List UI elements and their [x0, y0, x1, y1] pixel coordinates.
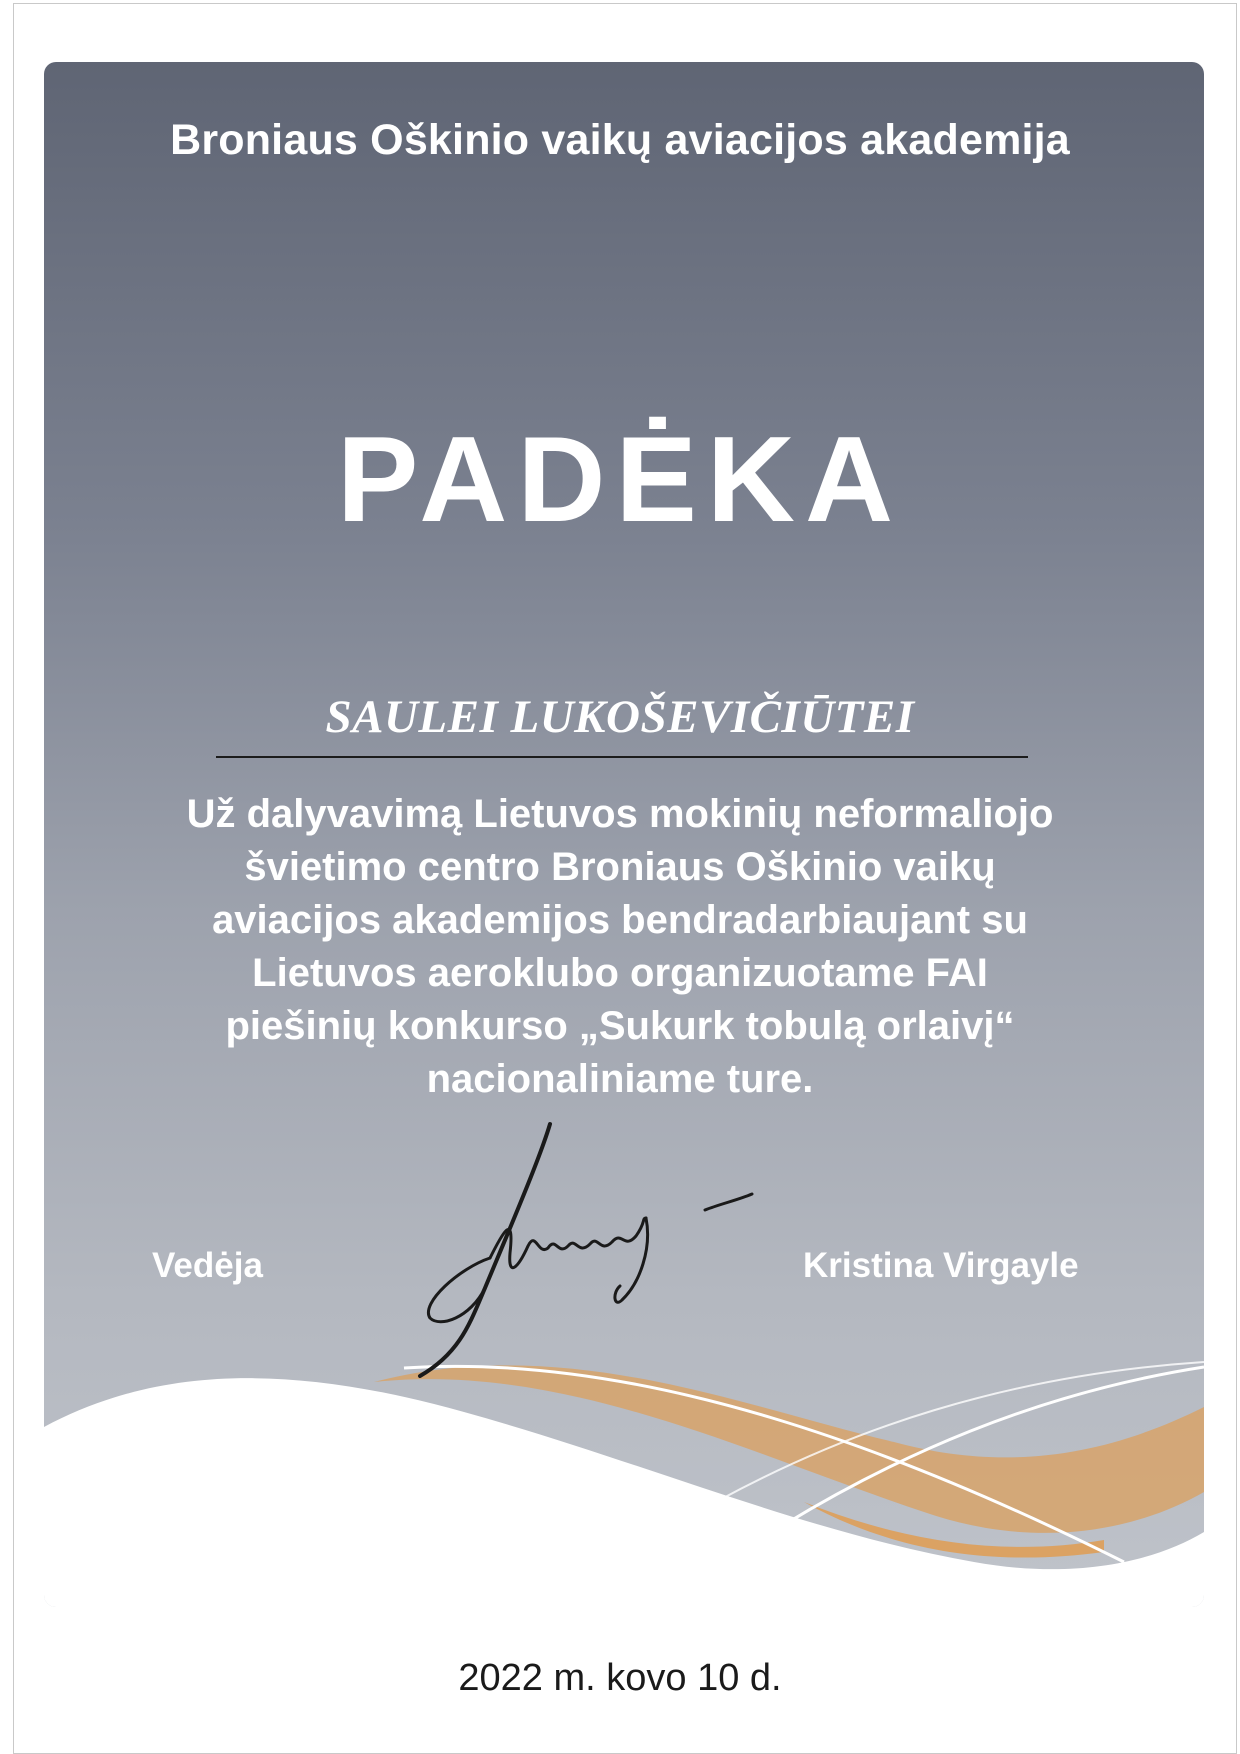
- certificate-body: [130, 788, 1110, 1106]
- academy-title: Broniaus Oškinio vaikų aviacijos akademija: [170, 116, 1070, 164]
- certificate-date: 2022 m. kovo 10 d.: [458, 1657, 782, 1699]
- certificate-heading: PADĖKA: [336, 411, 904, 547]
- body-line: švietimo centro Broniaus Oškinio vaikų: [244, 845, 996, 889]
- recipient-name: SAULEI LUKOŠEVIČIŪTEI: [325, 691, 915, 743]
- body-line: nacionaliniame ture.: [426, 1057, 814, 1101]
- name-underline: [216, 756, 1028, 758]
- signature-image: [400, 1118, 790, 1418]
- body-line: Už dalyvavimą Lietuvos mokinių neformaliojo: [186, 792, 1054, 836]
- signer-role: Vedėja: [152, 1246, 263, 1285]
- signer-name: Kristina Virgayle: [803, 1246, 1079, 1285]
- body-line: piešinių konkurso „Sukurk tobulą orlaivį“: [225, 1004, 1015, 1048]
- body-line: aviacijos akademijos bendradarbiaujant su: [212, 898, 1028, 942]
- body-line: Lietuvos aeroklubo organizuotame FAI: [252, 951, 988, 995]
